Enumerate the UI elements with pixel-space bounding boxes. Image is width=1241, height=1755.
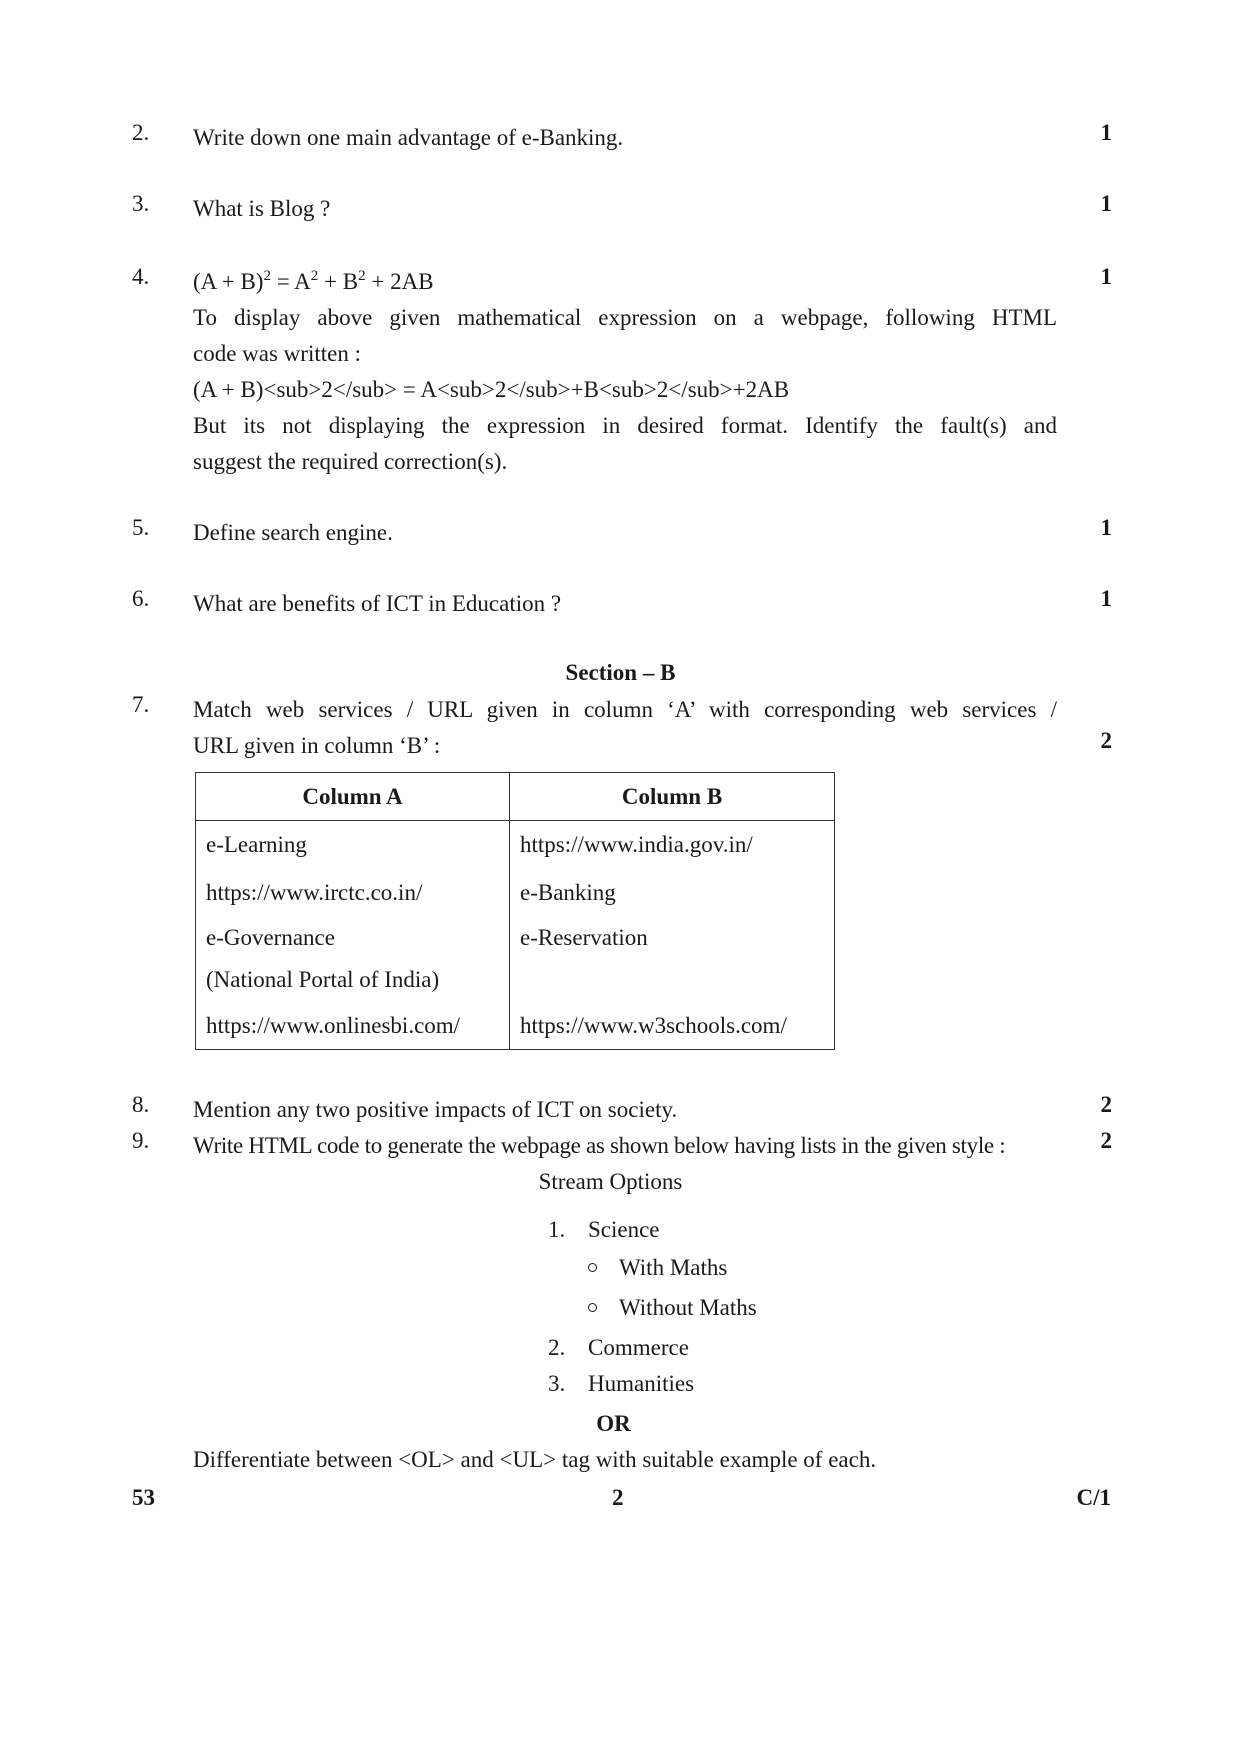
list-item bbox=[548, 1330, 948, 1366]
question-line: To display above given mathematical expression on a webpage, following HTML bbox=[193, 305, 1057, 330]
table-row bbox=[196, 821, 835, 870]
match-table bbox=[195, 772, 835, 1050]
table-cell bbox=[510, 917, 835, 1003]
question-line: code was written : bbox=[193, 341, 361, 366]
table-cell: https://www.india.gov.in/ bbox=[510, 821, 835, 870]
marks: 2 bbox=[1100, 1092, 1112, 1117]
cell-line: e-Governance bbox=[206, 925, 335, 950]
marks: 1 bbox=[1100, 191, 1112, 216]
sub-list-label: Without Maths bbox=[619, 1295, 757, 1320]
marks: 2 bbox=[1100, 728, 1112, 753]
question-line: Define search engine. bbox=[193, 520, 393, 545]
marks: 2 bbox=[1100, 1128, 1112, 1153]
table-row bbox=[196, 917, 835, 1003]
list-label: Humanities bbox=[588, 1371, 695, 1396]
question-text bbox=[193, 586, 1057, 622]
or-label: OR bbox=[596, 1411, 631, 1436]
question-line: But its not displaying the expression in desired format. Identify the fault(s) and bbox=[193, 413, 1057, 438]
column-header: Column A bbox=[196, 773, 510, 821]
question-number: 9. bbox=[132, 1128, 150, 1153]
question-text bbox=[193, 1092, 1057, 1128]
table-cell: https://www.irctc.co.in/ bbox=[196, 869, 510, 917]
question-line: Write HTML code to generate the webpage as shown below having lists in the given style : bbox=[193, 1133, 1006, 1158]
question-line: Write down one main advantage of e-Banking. bbox=[193, 125, 624, 150]
question-line: Mention any two positive impacts of ICT on society. bbox=[193, 1097, 678, 1122]
question-text bbox=[193, 692, 1057, 764]
list-number: 3. bbox=[548, 1371, 566, 1396]
circle-bullet-icon bbox=[588, 1263, 597, 1272]
question-text bbox=[193, 264, 1057, 480]
page-number: 2 bbox=[612, 1485, 624, 1510]
table-cell: https://www.w3schools.com/ bbox=[510, 1003, 835, 1050]
question-number: 2. bbox=[132, 120, 150, 145]
question-line: URL given in column ‘B’ : bbox=[193, 733, 441, 758]
question-text bbox=[193, 1128, 1073, 1164]
table-row bbox=[196, 869, 835, 917]
stream-title: Stream Options bbox=[538, 1169, 683, 1194]
list-item bbox=[548, 1212, 948, 1248]
cell-line: (National Portal of India) bbox=[206, 967, 440, 992]
question-text bbox=[193, 515, 1057, 551]
alternative-question: Differentiate between <OL> and <UL> tag with suitable example of each. bbox=[193, 1447, 877, 1472]
column-header: Column B bbox=[510, 773, 835, 821]
circle-bullet-icon bbox=[588, 1303, 597, 1312]
marks: 1 bbox=[1100, 120, 1112, 145]
table-cell: e-Learning bbox=[196, 821, 510, 870]
question-line: What are benefits of ICT in Education ? bbox=[193, 591, 562, 616]
list-number: 1. bbox=[548, 1217, 566, 1242]
list-label: Commerce bbox=[588, 1335, 689, 1360]
list-label: Science bbox=[588, 1217, 660, 1242]
list-number: 2. bbox=[548, 1335, 566, 1360]
paper-code: 53 bbox=[132, 1485, 155, 1510]
stream-list bbox=[548, 1212, 948, 1402]
question-number: 5. bbox=[132, 515, 150, 540]
sub-list-item bbox=[548, 1288, 948, 1328]
question-number: 8. bbox=[132, 1092, 150, 1117]
table-row bbox=[196, 1003, 835, 1050]
question-number: 6. bbox=[132, 586, 150, 611]
question-number: 3. bbox=[132, 191, 150, 216]
question-number: 7. bbox=[132, 692, 150, 717]
table-cell bbox=[196, 917, 510, 1003]
question-number: 4. bbox=[132, 264, 150, 289]
code-line: (A + B)<sub>2</sub> = A<sub>2</sub>+B<sub>2</sub>+2AB bbox=[193, 377, 790, 402]
marks: 1 bbox=[1100, 586, 1112, 611]
question-text bbox=[193, 120, 1057, 156]
table-cell: e-Banking bbox=[510, 869, 835, 917]
question-line: Match web services / URL given in column ‘A’ with corresponding web services / bbox=[193, 697, 1057, 722]
marks: 1 bbox=[1100, 264, 1112, 289]
question-line: What is Blog ? bbox=[193, 196, 331, 221]
list-item bbox=[548, 1366, 948, 1402]
question-text bbox=[193, 191, 1057, 227]
marks: 1 bbox=[1100, 515, 1112, 540]
table-header-row bbox=[196, 773, 835, 821]
formula: $(A + B)^2 = A^2 + B^2 + 2AB$ bbox=[193, 268, 434, 294]
cell-line: e-Reservation bbox=[520, 925, 648, 950]
sub-list-label: With Maths bbox=[619, 1255, 728, 1280]
table-cell: https://www.onlinesbi.com/ bbox=[196, 1003, 510, 1050]
section-title: Section – B bbox=[565, 660, 676, 685]
sub-list-item bbox=[548, 1248, 948, 1288]
set-code: C/1 bbox=[1076, 1485, 1111, 1510]
question-line: suggest the required correction(s). bbox=[193, 449, 508, 474]
